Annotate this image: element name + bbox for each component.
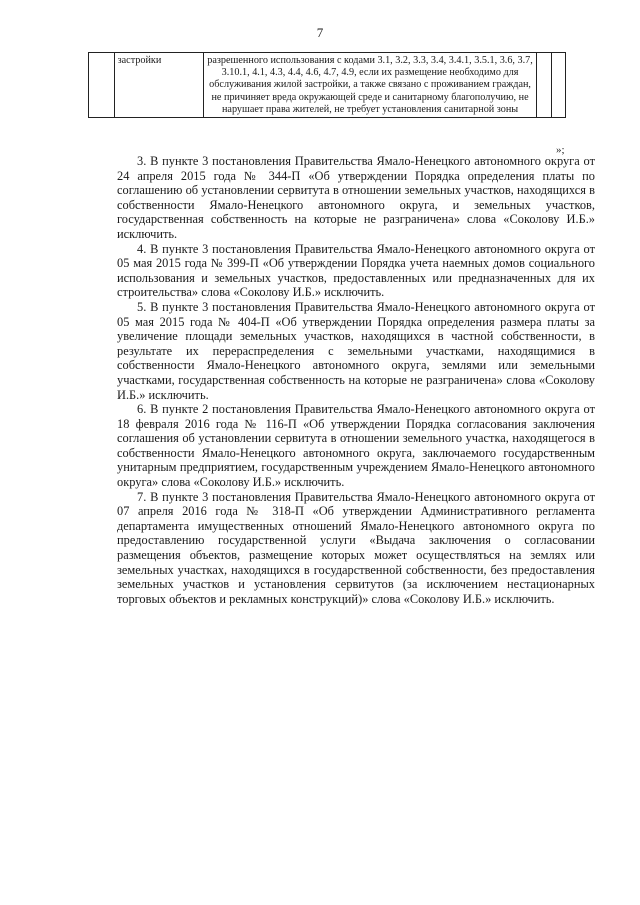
paragraph-item-3: 3. В пункте 3 постановления Правительства Ямало-Ненецкого автономного округа от 24 апреля 2015 года № 344-П «Об утверждении Порядка определения платы по соглашению об установлении сервитута в отношении земельных участков, находящихся в собственности Ямало-Ненецкого автономного округа, и земельных участков, государственная собственность на которые не разграничена» слова «Соколову И.Б.» исключить. <box>117 154 595 241</box>
paragraph-item-6: 6. В пункте 2 постановления Правительства Ямало-Ненецкого автономного округа от 18 февраля 2016 года № 116-П «Об утверждении Порядка согласования заключения соглашения об установлении сервитута в отношении земельного участка, находящегося в собственности Ямало-Ненецкого автономного округа, заключаемого государственным унитарным предприятием, государственным учреждением Ямало-Ненецкого автономного округа» слова «Соколову И.Б.» исключить. <box>117 402 595 490</box>
table-row <box>89 53 566 118</box>
table-cell-number <box>89 53 115 118</box>
paragraph-item-5: 5. В пункте 3 постановления Правительства Ямало-Ненецкого автономного округа от 05 мая 2015 года № 404-П «Об утверждении Порядка определения размера платы за увеличение площади земельных участков, находящихся в частной собственности, в результате их перераспределения с земельными участками, находящимися в собственности Ямало-Ненецкого автономного округа, землями или земельными участками, государственная собственность на которые не разграничена» слова «Соколову И.Б.» исключить. <box>117 299 595 402</box>
continued-table <box>88 52 566 118</box>
table-cell-empty <box>537 53 551 118</box>
table-cell-empty <box>551 53 565 118</box>
paragraph-item-7: 7. В пункте 3 постановления Правительства Ямало-Ненецкого автономного округа от 07 апреля 2016 года № 318-П «Об утверждении Административного регламента департамента имущественных отношений Ямало-Ненецкого автономного округа по предоставлению государственной услуги «Выдача заключения о согласовании размещения объектов, размещение которых может осуществляться на землях или земельных участках, находящихся в государственной собственности, без предоставления земельных участков и установления сервитутов (за исключением нестационарных торговых объектов и рекламных конструкций)» слова «Соколову И.Б.» исключить. <box>117 489 595 606</box>
paragraph-item-4: 4. В пункте 3 постановления Правительства Ямало-Ненецкого автономного округа от 05 мая 2015 года № 399-П «Об утверждении Порядка учета наемных домов социального использования и земельных участков, предоставленных или предназначенных для их строительства» слова «Соколову И.Б.» исключить. <box>117 241 595 300</box>
body-text <box>117 154 595 606</box>
table-cell-description: разрешенного использования с кодами 3.1, 3.2, 3.3, 3.4, 3.4.1, 3.5.1, 3.6, 3.7, 3.10.1, 4.1, 4.3, 4.4, 4.6, 4.7, 4.9, если их размещение необходимо для обслуживания жилой застройки, а также связано с проживанием граждан, не причиняет вреда окружающей среде и санитарному благополучию, не нарушает права жителей, не требует установления санитарной зоны <box>203 53 536 118</box>
table-end-mark: »; <box>556 144 565 156</box>
table-cell-name: застройки <box>114 53 203 118</box>
page-number: 7 <box>316 25 324 40</box>
